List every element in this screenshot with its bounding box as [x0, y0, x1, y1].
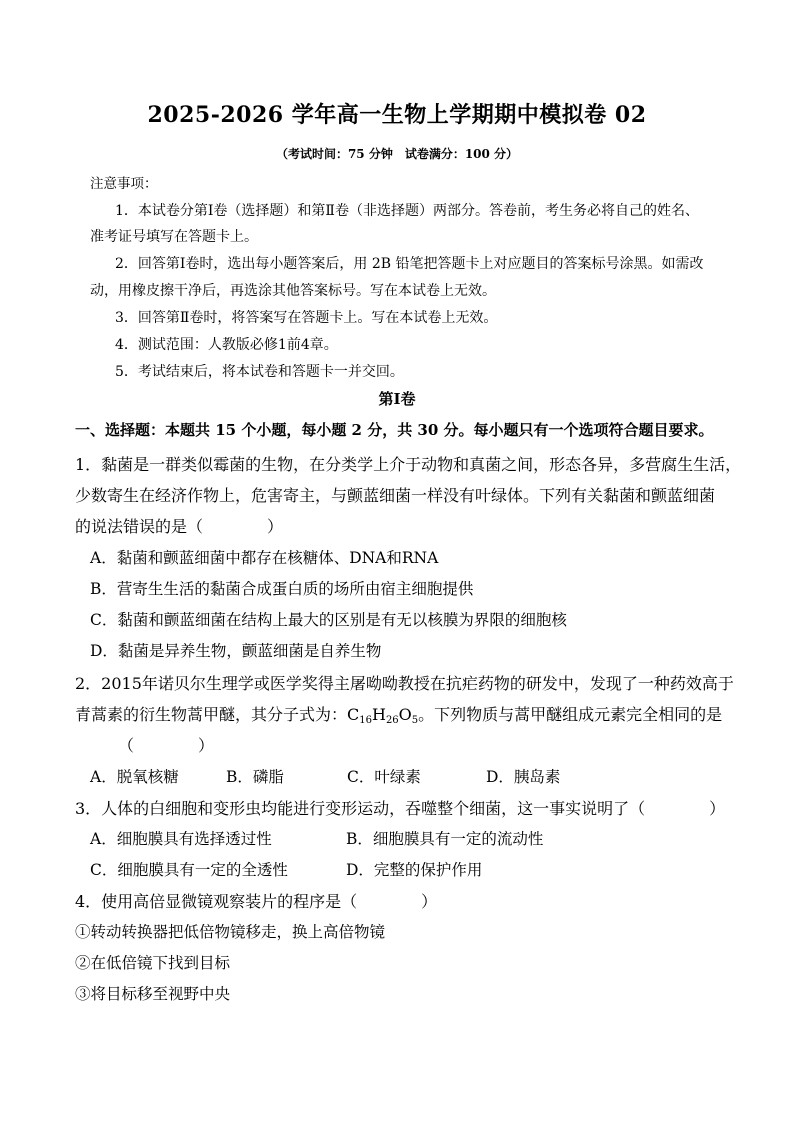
- note-item: 2．回答第Ⅰ卷时，选出每小题答案后，用 2B 铅笔把答题卡上对应题目的答案标号涂黑。如需改: [115, 256, 704, 272]
- notes-heading: 注意事项：: [90, 176, 158, 192]
- question-3-option-c: C．细胞膜具有一定的全透性: [90, 861, 288, 879]
- note-item: 动，用橡皮擦干净后，再选涂其他答案标号。写在本试卷上无效。: [90, 283, 496, 299]
- question-1-option-a: A．黏菌和颤蓝细菌中都存在核糖体、DNA和RNA: [90, 549, 439, 567]
- note-item: 4．测试范围：人教版必修1前4章。: [115, 337, 338, 353]
- question-2-text: 。下列物质与蒿甲醚组成元素完全相同的是: [418, 705, 723, 724]
- formula-element: H: [371, 705, 386, 724]
- question-2-line: [75, 702, 735, 726]
- exam-subtitle: （考试时间：75 分钟 试卷满分：100 分）: [275, 147, 519, 161]
- question-2-text: 青蒿素的衍生物蒿甲醚，其分子式为：C: [75, 705, 360, 724]
- question-2-option-c: C．叶绿素: [347, 768, 421, 786]
- formula-subscript: 26: [385, 715, 399, 726]
- note-item: 1．本试卷分第Ⅰ卷（选择题）和第Ⅱ卷（非选择题）两部分。答卷前，考生务必将自己的姓名、: [115, 203, 699, 219]
- question-1-option-c: C．黏菌和颤蓝细菌在结构上最大的区别是有无以核膜为界限的细胞核: [90, 611, 567, 629]
- formula-element: O: [398, 705, 412, 724]
- note-item: 3．回答第Ⅱ卷时，将答案写在答题卡上。写在本试卷上无效。: [115, 310, 498, 326]
- question-4-line: 4．使用高倍显微镜观察装片的程序是（ ）: [75, 892, 438, 911]
- note-item: 5．考试结束后，将本试卷和答题卡一并交回。: [115, 364, 404, 380]
- question-1-option-d: D．黏菌是异养生物，颤蓝细菌是自养生物: [90, 642, 382, 660]
- question-4-step-2: ②在低倍镜下找到目标: [75, 954, 231, 972]
- question-3-option-a: A．细胞膜具有选择透过性: [90, 830, 272, 848]
- note-item: 准考证号填写在答题卡上。: [90, 229, 258, 245]
- question-2-blank: （ ）: [118, 736, 215, 755]
- question-1-line: 的说法错误的是（ ）: [75, 517, 284, 536]
- part-title: 第Ⅰ卷: [378, 390, 416, 408]
- question-3-line: 3．人体的白细胞和变形虫均能进行变形运动，吞噬整个细菌，这一事实说明了（ ）: [75, 799, 726, 818]
- section-heading: 一、选择题：本题共 15 个小题，每小题 2 分，共 30 分。每小题只有一个选项符合题目要求。: [75, 421, 714, 439]
- question-1-line: 少数寄生在经济作物上，危害寄主，与颤蓝细菌一样没有叶绿体。下列有关黏菌和颤蓝细菌: [75, 486, 716, 505]
- question-2-option-d: D．胰岛素: [486, 768, 561, 786]
- question-1-option-b: B．营寄生生活的黏菌合成蛋白质的场所由宿主细胞提供: [90, 580, 474, 598]
- exam-title: 2025-2026 学年高一生物上学期期中模拟卷 02: [147, 102, 647, 128]
- question-1-line: 1．黏菌是一群类似霉菌的生物，在分类学上介于动物和真菌之间，形态各异，多营腐生生活，: [75, 455, 742, 474]
- question-2-option-b: B．磷脂: [226, 768, 284, 786]
- formula-subscript: 5: [411, 715, 419, 726]
- question-4-step-1: ①转动转换器把低倍物镜移走，换上高倍物镜: [75, 923, 386, 941]
- question-3-option-b: B．细胞膜具有一定的流动性: [346, 830, 544, 848]
- question-2-line: 2．2015年诺贝尔生理学或医学奖得主屠呦呦教授在抗疟药物的研发中，发现了一种药效高于: [75, 674, 734, 693]
- question-4-step-3: ③将目标移至视野中央: [75, 985, 231, 1003]
- question-3-option-d: D．完整的保护作用: [346, 861, 483, 879]
- question-2-option-a: A．脱氧核糖: [90, 768, 179, 786]
- formula-subscript: 16: [359, 715, 372, 726]
